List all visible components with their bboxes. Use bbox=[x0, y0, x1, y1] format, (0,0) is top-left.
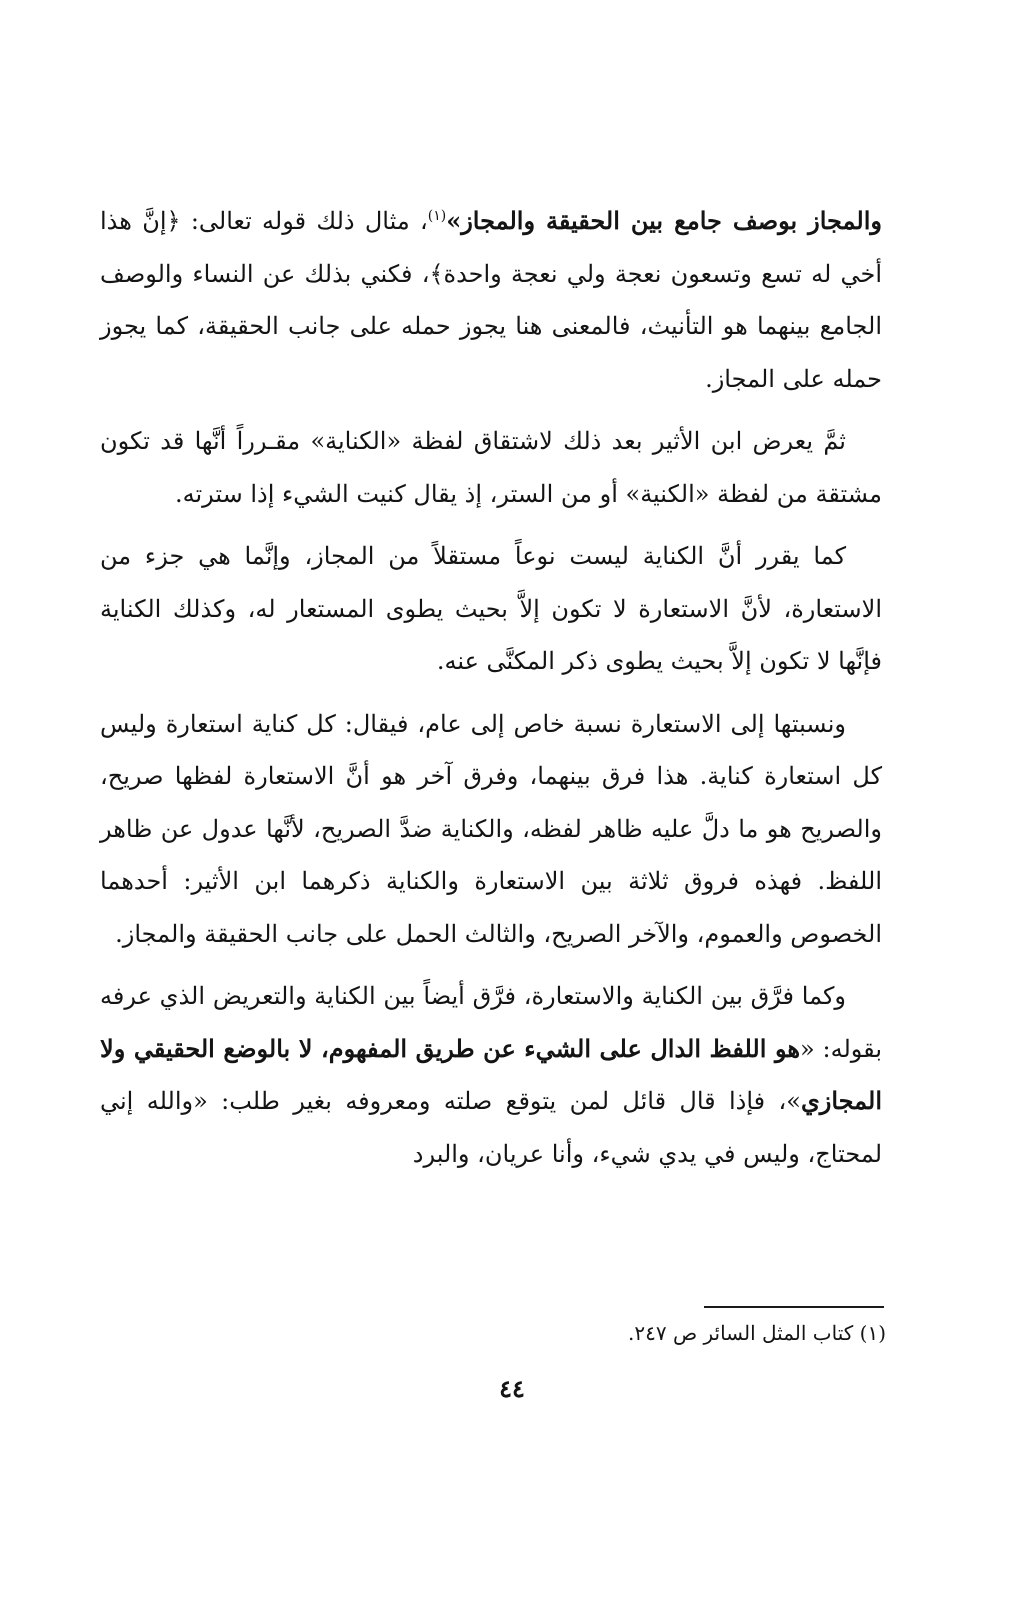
paragraph-3 bbox=[100, 530, 882, 688]
paragraph-text: وكما فرَّق بين الكناية والاستعارة، فرَّق أيضاً بين الكناية والتعريض الذي عرفه بقوله: « bbox=[100, 982, 882, 1063]
body-text bbox=[100, 195, 882, 1190]
page-number: ٤٤ bbox=[499, 1374, 525, 1403]
paragraph-text: كما يقرر أنَّ الكناية ليست نوعاً مستقلاً من المجاز، وإنَّما هي جزء من الاستعارة، لأنَّ الاستعارة لا تكون إلاَّ بحيث يطوى المستعار له، وكذلك الكناية فإنَّها لا تكون إلاَّ بحيث يطوى ذكر المكنَّى عنه. bbox=[100, 542, 882, 675]
paragraph-4 bbox=[100, 698, 882, 961]
paragraph-text: ثمَّ يعرض ابن الأثير بعد ذلك لاشتقاق لفظة «الكناية» مقـرراً أنَّها قد تكون مشتقة من لفظة «الكنية» أو من الستر، إذ يقال كنيت الشيء إذا سترته. bbox=[100, 427, 882, 508]
paragraph-text: »، فإذا قال قائل لمن يتوقع صلته ومعروفه بغير طلب: «والله إني لمحتاج، وليس في يدي شيء، وأنا عريان، والبرد bbox=[100, 1087, 882, 1168]
paragraph-1 bbox=[100, 195, 882, 405]
bold-phrase: والمجاز بوصف جامع بين الحقيقة والمجاز» bbox=[446, 206, 882, 235]
paragraph-text: ونسبتها إلى الاستعارة نسبة خاص إلى عام، فيقال: كل كناية استعارة وليس كل استعارة كناية. هذا فرق بينهما، وفرق آخر هو أنَّ الاستعارة لفظها صريح، والصريح هو ما دلَّ عليه ظاهر لفظه، والكناية ضدَّ الصريح، لأنَّها عدول عن ظاهر اللفظ. فهذه فروق ثلاثة بين الاستعارة والكناية ذكرهما ابن الأثير: أحدهما الخصوص والعموم، والآخر الصريح، والثالث الحمل على جانب الحقيقة والمجاز. bbox=[100, 709, 882, 948]
paragraph-2 bbox=[100, 415, 882, 520]
footnote-reference: (١) bbox=[427, 208, 447, 224]
footnote-divider bbox=[704, 1306, 884, 1308]
paragraph-text: ، مثال ذلك قوله تعالى: ﴿إنَّ هذا أخي له تسع وتسعون نعجة ولي نعجة واحدة﴾، فكني بذلك عن النساء والوصف الجامع بينهما هو التأنيث، فالمعنى هنا يجوز حمله على جانب الحقيقة، كما يجوز حمله على المجاز. bbox=[100, 207, 882, 393]
footnote: (١) كتاب المثل السائر ص ٢٤٧. bbox=[628, 1321, 886, 1345]
bold-definition: هو اللفظ الدال على الشيء عن طريق المفهوم، لا بالوضع الحقيقي ولا المجازي bbox=[100, 1033, 882, 1115]
paragraph-5 bbox=[100, 970, 882, 1180]
